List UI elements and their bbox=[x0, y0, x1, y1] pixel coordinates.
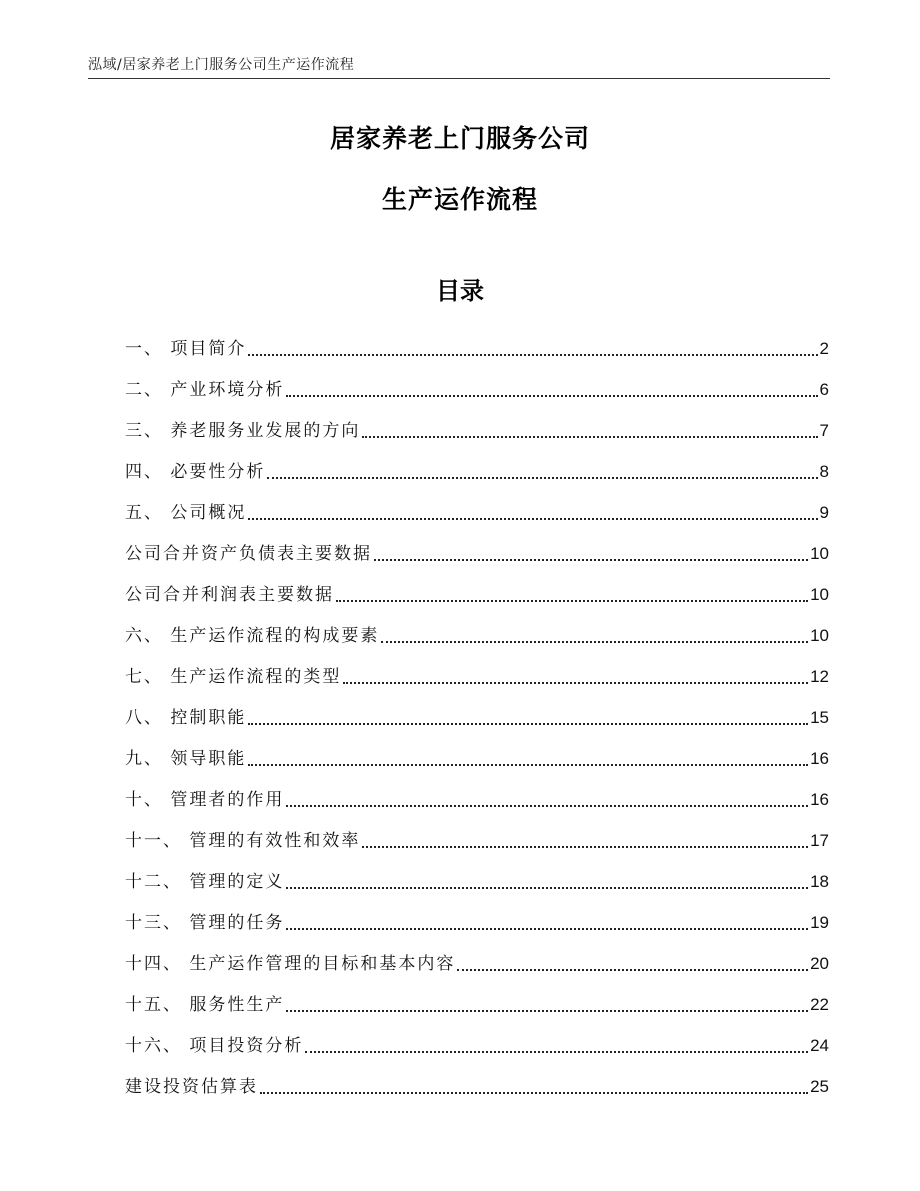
toc-entry-label: 十、 管理者的作用 bbox=[125, 790, 285, 810]
toc-entry-label: 九、 领导职能 bbox=[125, 749, 247, 769]
toc-entry-page: 16 bbox=[810, 790, 829, 809]
toc-dot-leader bbox=[374, 559, 808, 561]
toc-entry[interactable] bbox=[125, 773, 829, 814]
toc-entry-label: 七、 生产运作流程的类型 bbox=[125, 667, 342, 687]
toc-entry[interactable] bbox=[125, 732, 829, 773]
toc-entry[interactable] bbox=[125, 691, 829, 732]
toc-dot-leader bbox=[362, 846, 808, 848]
toc-entry-page: 2 bbox=[819, 339, 829, 358]
toc-entry[interactable] bbox=[125, 814, 829, 855]
toc-entry[interactable] bbox=[125, 527, 829, 568]
toc-dot-leader bbox=[305, 1051, 808, 1053]
toc-entry-label: 十二、 管理的定义 bbox=[125, 872, 285, 892]
toc-entry-label: 三、 养老服务业发展的方向 bbox=[125, 421, 361, 441]
toc-entry-label: 十六、 项目投资分析 bbox=[125, 1036, 304, 1056]
toc-entry-page: 10 bbox=[810, 585, 829, 604]
toc-entry-page: 7 bbox=[819, 421, 829, 440]
toc-entry-label: 建设投资估算表 bbox=[125, 1077, 258, 1097]
toc-entry-label: 一、 项目简介 bbox=[125, 339, 247, 359]
toc-dot-leader bbox=[336, 600, 808, 602]
toc-entry-label: 十五、 服务性生产 bbox=[125, 995, 285, 1015]
toc-entry-page: 16 bbox=[810, 749, 829, 768]
toc-dot-leader bbox=[248, 764, 808, 766]
toc-entry-label: 十三、 管理的任务 bbox=[125, 913, 285, 933]
toc-dot-leader bbox=[457, 969, 808, 971]
toc-entry-label: 十四、 生产运作管理的目标和基本内容 bbox=[125, 954, 456, 974]
toc-entry-label: 二、 产业环境分析 bbox=[125, 380, 285, 400]
toc-entry-label: 公司合并利润表主要数据 bbox=[125, 585, 334, 605]
toc-dot-leader bbox=[343, 682, 808, 684]
toc-entry-page: 10 bbox=[810, 544, 829, 563]
toc-dot-leader bbox=[286, 805, 808, 807]
toc-entry-page: 6 bbox=[819, 380, 829, 399]
toc-entry[interactable] bbox=[125, 1060, 829, 1101]
toc-entry-page: 20 bbox=[810, 954, 829, 973]
toc-entry-page: 10 bbox=[810, 626, 829, 645]
toc-dot-leader bbox=[248, 518, 817, 520]
toc-dot-leader bbox=[267, 477, 817, 479]
running-header: 泓域/居家养老上门服务公司生产运作流程 bbox=[88, 57, 355, 73]
toc-entry[interactable] bbox=[125, 978, 829, 1019]
toc-entry[interactable] bbox=[125, 609, 829, 650]
toc-entry-label: 四、 必要性分析 bbox=[125, 462, 266, 482]
toc-entry[interactable] bbox=[125, 937, 829, 978]
header-divider bbox=[88, 78, 830, 79]
toc-entry-page: 15 bbox=[810, 708, 829, 727]
toc-entry-page: 25 bbox=[810, 1077, 829, 1096]
toc-entry-label: 十一、 管理的有效性和效率 bbox=[125, 831, 361, 851]
toc-entry-label: 八、 控制职能 bbox=[125, 708, 247, 728]
toc-entry-label: 公司合并资产负债表主要数据 bbox=[125, 544, 372, 564]
toc-entry-label: 六、 生产运作流程的构成要素 bbox=[125, 626, 380, 646]
toc-entry-page: 24 bbox=[810, 1036, 829, 1055]
toc-dot-leader bbox=[286, 395, 817, 397]
toc-entry[interactable] bbox=[125, 650, 829, 691]
toc-entry-page: 19 bbox=[810, 913, 829, 932]
toc-entry-page: 12 bbox=[810, 667, 829, 686]
toc-dot-leader bbox=[362, 436, 817, 438]
document-subtitle: 生产运作流程 bbox=[381, 185, 538, 214]
toc-dot-leader bbox=[286, 887, 808, 889]
toc-entry[interactable] bbox=[125, 363, 829, 404]
toc-dot-leader bbox=[381, 641, 808, 643]
toc-dot-leader bbox=[248, 354, 817, 356]
toc-entry[interactable] bbox=[125, 404, 829, 445]
toc-entry-page: 17 bbox=[810, 831, 829, 850]
toc-entry[interactable] bbox=[125, 322, 829, 363]
table-of-contents bbox=[125, 322, 829, 1101]
toc-entry[interactable] bbox=[125, 855, 829, 896]
toc-entry-label: 五、 公司概况 bbox=[125, 503, 247, 523]
toc-entry[interactable] bbox=[125, 568, 829, 609]
toc-entry-page: 18 bbox=[810, 872, 829, 891]
toc-dot-leader bbox=[286, 928, 808, 930]
toc-entry-page: 8 bbox=[819, 462, 829, 481]
toc-entry[interactable] bbox=[125, 896, 829, 937]
toc-entry-page: 9 bbox=[819, 503, 829, 522]
toc-dot-leader bbox=[260, 1092, 808, 1094]
toc-dot-leader bbox=[248, 723, 808, 725]
toc-entry[interactable] bbox=[125, 486, 829, 527]
toc-heading: 目录 bbox=[436, 277, 484, 305]
document-title: 居家养老上门服务公司 bbox=[329, 124, 590, 153]
toc-entry-page: 22 bbox=[810, 995, 829, 1014]
toc-entry[interactable] bbox=[125, 445, 829, 486]
toc-entry[interactable] bbox=[125, 1019, 829, 1060]
toc-dot-leader bbox=[286, 1010, 808, 1012]
